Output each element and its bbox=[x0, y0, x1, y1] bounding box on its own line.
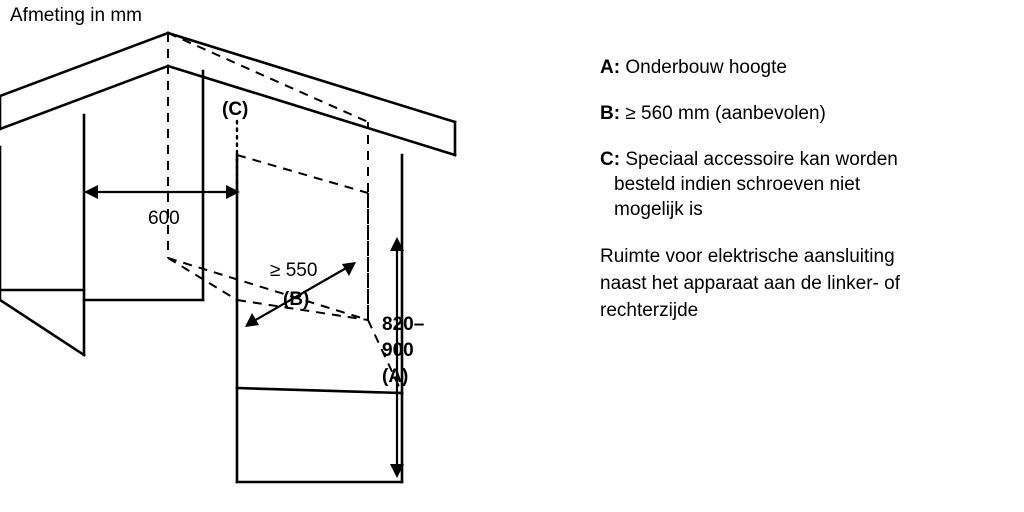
label-depth-min: ≥ 550 bbox=[270, 260, 318, 281]
appliance-front-top-edge bbox=[237, 388, 402, 393]
label-height-line1: 820– bbox=[382, 314, 425, 335]
legend-text-c-line2: besteld indien schroeven niet bbox=[614, 174, 861, 195]
label-top-tag: (C) bbox=[222, 99, 249, 120]
worktop-front-lower-edge bbox=[168, 66, 455, 155]
label-height-line2: 900 bbox=[382, 340, 414, 361]
label-width: 600 bbox=[148, 208, 180, 229]
legend-note-line1: Ruimte voor elektrische aansluiting bbox=[600, 246, 895, 267]
width-arrow-left bbox=[84, 185, 98, 199]
legend bbox=[600, 55, 1010, 324]
diagram-title: Afmeting in mm bbox=[10, 5, 142, 26]
niche-top-back-edge bbox=[168, 33, 368, 122]
legend-item-a bbox=[600, 55, 1010, 80]
legend-item-b bbox=[600, 101, 1010, 126]
legend-note-line2: naast het apparaat aan de linker- of bbox=[600, 273, 900, 294]
legend-text-a: Onderbouw hoogte bbox=[625, 57, 787, 78]
legend-note bbox=[600, 243, 1010, 324]
legend-note-line3: rechterzijde bbox=[600, 300, 699, 321]
legend-key-b: B: bbox=[600, 103, 621, 124]
label-depth-tag: (B) bbox=[283, 289, 310, 310]
niche-top-front-edge bbox=[237, 155, 368, 193]
legend-key-c: C: bbox=[600, 149, 621, 170]
label-height-tag: (A) bbox=[382, 366, 409, 387]
legend-key-a: A: bbox=[600, 57, 621, 78]
worktop-top-right-edge bbox=[168, 33, 455, 122]
worktop-top-back-edge bbox=[0, 33, 168, 96]
legend-text-c-line3: mogelijk is bbox=[614, 199, 703, 220]
legend-item-c bbox=[600, 147, 1010, 222]
legend-text-b: ≥ 560 mm (aanbevolen) bbox=[625, 103, 826, 124]
niche-floor-back-edge bbox=[168, 258, 368, 320]
left-wall-bottom bbox=[0, 300, 84, 355]
legend-text-c: Speciaal accessoire kan worden bbox=[625, 149, 898, 170]
